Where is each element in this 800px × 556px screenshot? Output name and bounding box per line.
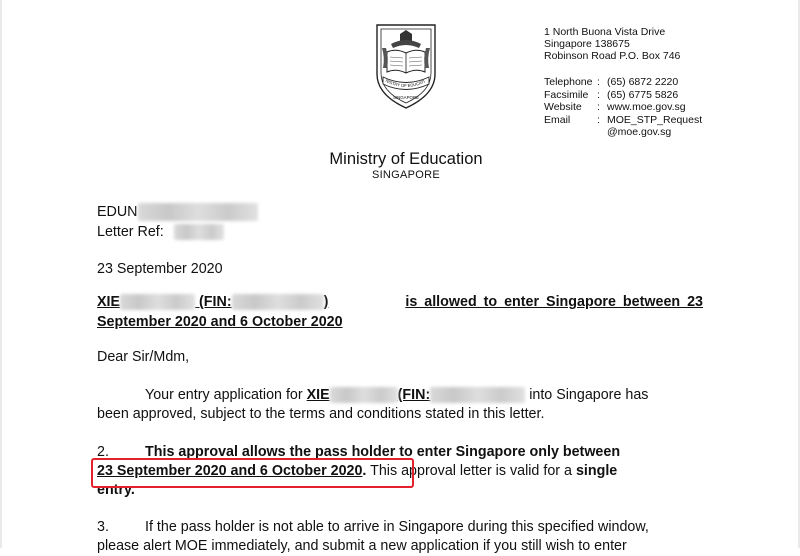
redacted-block [120,294,195,310]
separator: : [597,101,600,114]
redacted-block [330,387,398,403]
redacted-block [430,387,525,403]
subject-fin-close: ) [323,294,329,310]
page-border-left [0,0,2,548]
p2-date-range: 23 September 2020 and 6 October 2020 [97,463,363,479]
salutation: Dear Sir/Mdm, [97,349,190,365]
email-value-line-1: MOE_STP_Request [607,113,703,126]
redacted-block [232,294,324,310]
moe-crest-logo [369,22,443,110]
website-label: Website [544,101,582,114]
address-line-3: Robinson Road P.O. Box 746 [544,50,681,62]
separator: : [597,88,600,101]
paragraph-3 [97,518,703,556]
subject-line-1-rest: is allowed to enter Singapore between 23 [405,294,703,310]
p1-line-2: been approved, subject to the terms and conditions stated in this letter. [97,406,545,422]
ministry-heading [270,150,542,182]
reference-number-line [97,202,258,222]
separator: : [597,76,600,88]
highlight-box [91,458,414,488]
telephone-row [544,76,702,89]
p2-period: . [362,463,367,479]
p1-start: Your entry application for [145,387,307,403]
contact-block [544,76,702,139]
letter-date: 23 September 2020 [97,261,223,277]
telephone-value: (65) 6872 2220 [607,76,679,88]
paragraph-1 [97,386,703,424]
ministry-country: SINGAPORE [371,169,441,181]
facsimile-value: (65) 6775 5826 [607,88,679,101]
p3-number: 3. [97,519,109,535]
separator: : [597,113,600,126]
ministry-name: Ministry of Education [329,150,483,168]
subject-line-2: September 2020 and 6 October 2020 [97,313,343,330]
letter-ref-line [97,222,224,242]
p3-line-1: If the pass holder is not able to arrive in Singapore during this specified window, [145,519,649,535]
subject-fin-open: (FIN: [199,294,232,310]
subject-name: XIE [97,294,121,310]
crest-ribbon-text: NISTRY OF EDUCATI [384,78,426,89]
email-label: Email [544,113,571,126]
p1-mid: into Singapore has [525,387,649,403]
redacted-block [174,224,224,240]
email-value-line-2: @moe.gov.sg [607,126,672,139]
telephone-label: Telephone [544,76,593,88]
facsimile-row [544,89,702,102]
letter-ref-label: Letter Ref: [97,224,164,240]
crest-singapore-text: SINGAPORE [392,95,420,100]
p3-line-2: please alert MOE immediately, and submit a new application if you still wish to enter [97,538,627,554]
address-block [544,26,680,62]
redacted-block [138,203,258,221]
p2-plain-text: This approval letter is valid for a [366,463,576,479]
p1-fin: (FIN: [397,387,431,403]
p2-number: 2. [97,444,109,460]
website-value: www.moe.gov.sg [607,101,686,114]
p1-name: XIE [306,387,330,403]
p2-entry: entry. [97,482,135,498]
email-row [544,114,702,127]
address-line-1: 1 North Buona Vista Drive [544,26,666,38]
address-line-2: Singapore 138675 [544,38,630,50]
p2-bold-text: This approval allows the pass holder to enter Singapore only between [145,444,621,460]
p2-single: single [575,463,618,479]
website-row [544,101,702,114]
reference-prefix: EDUN [97,204,138,220]
facsimile-label: Facsimile [544,88,589,101]
letter-subject [97,293,703,332]
